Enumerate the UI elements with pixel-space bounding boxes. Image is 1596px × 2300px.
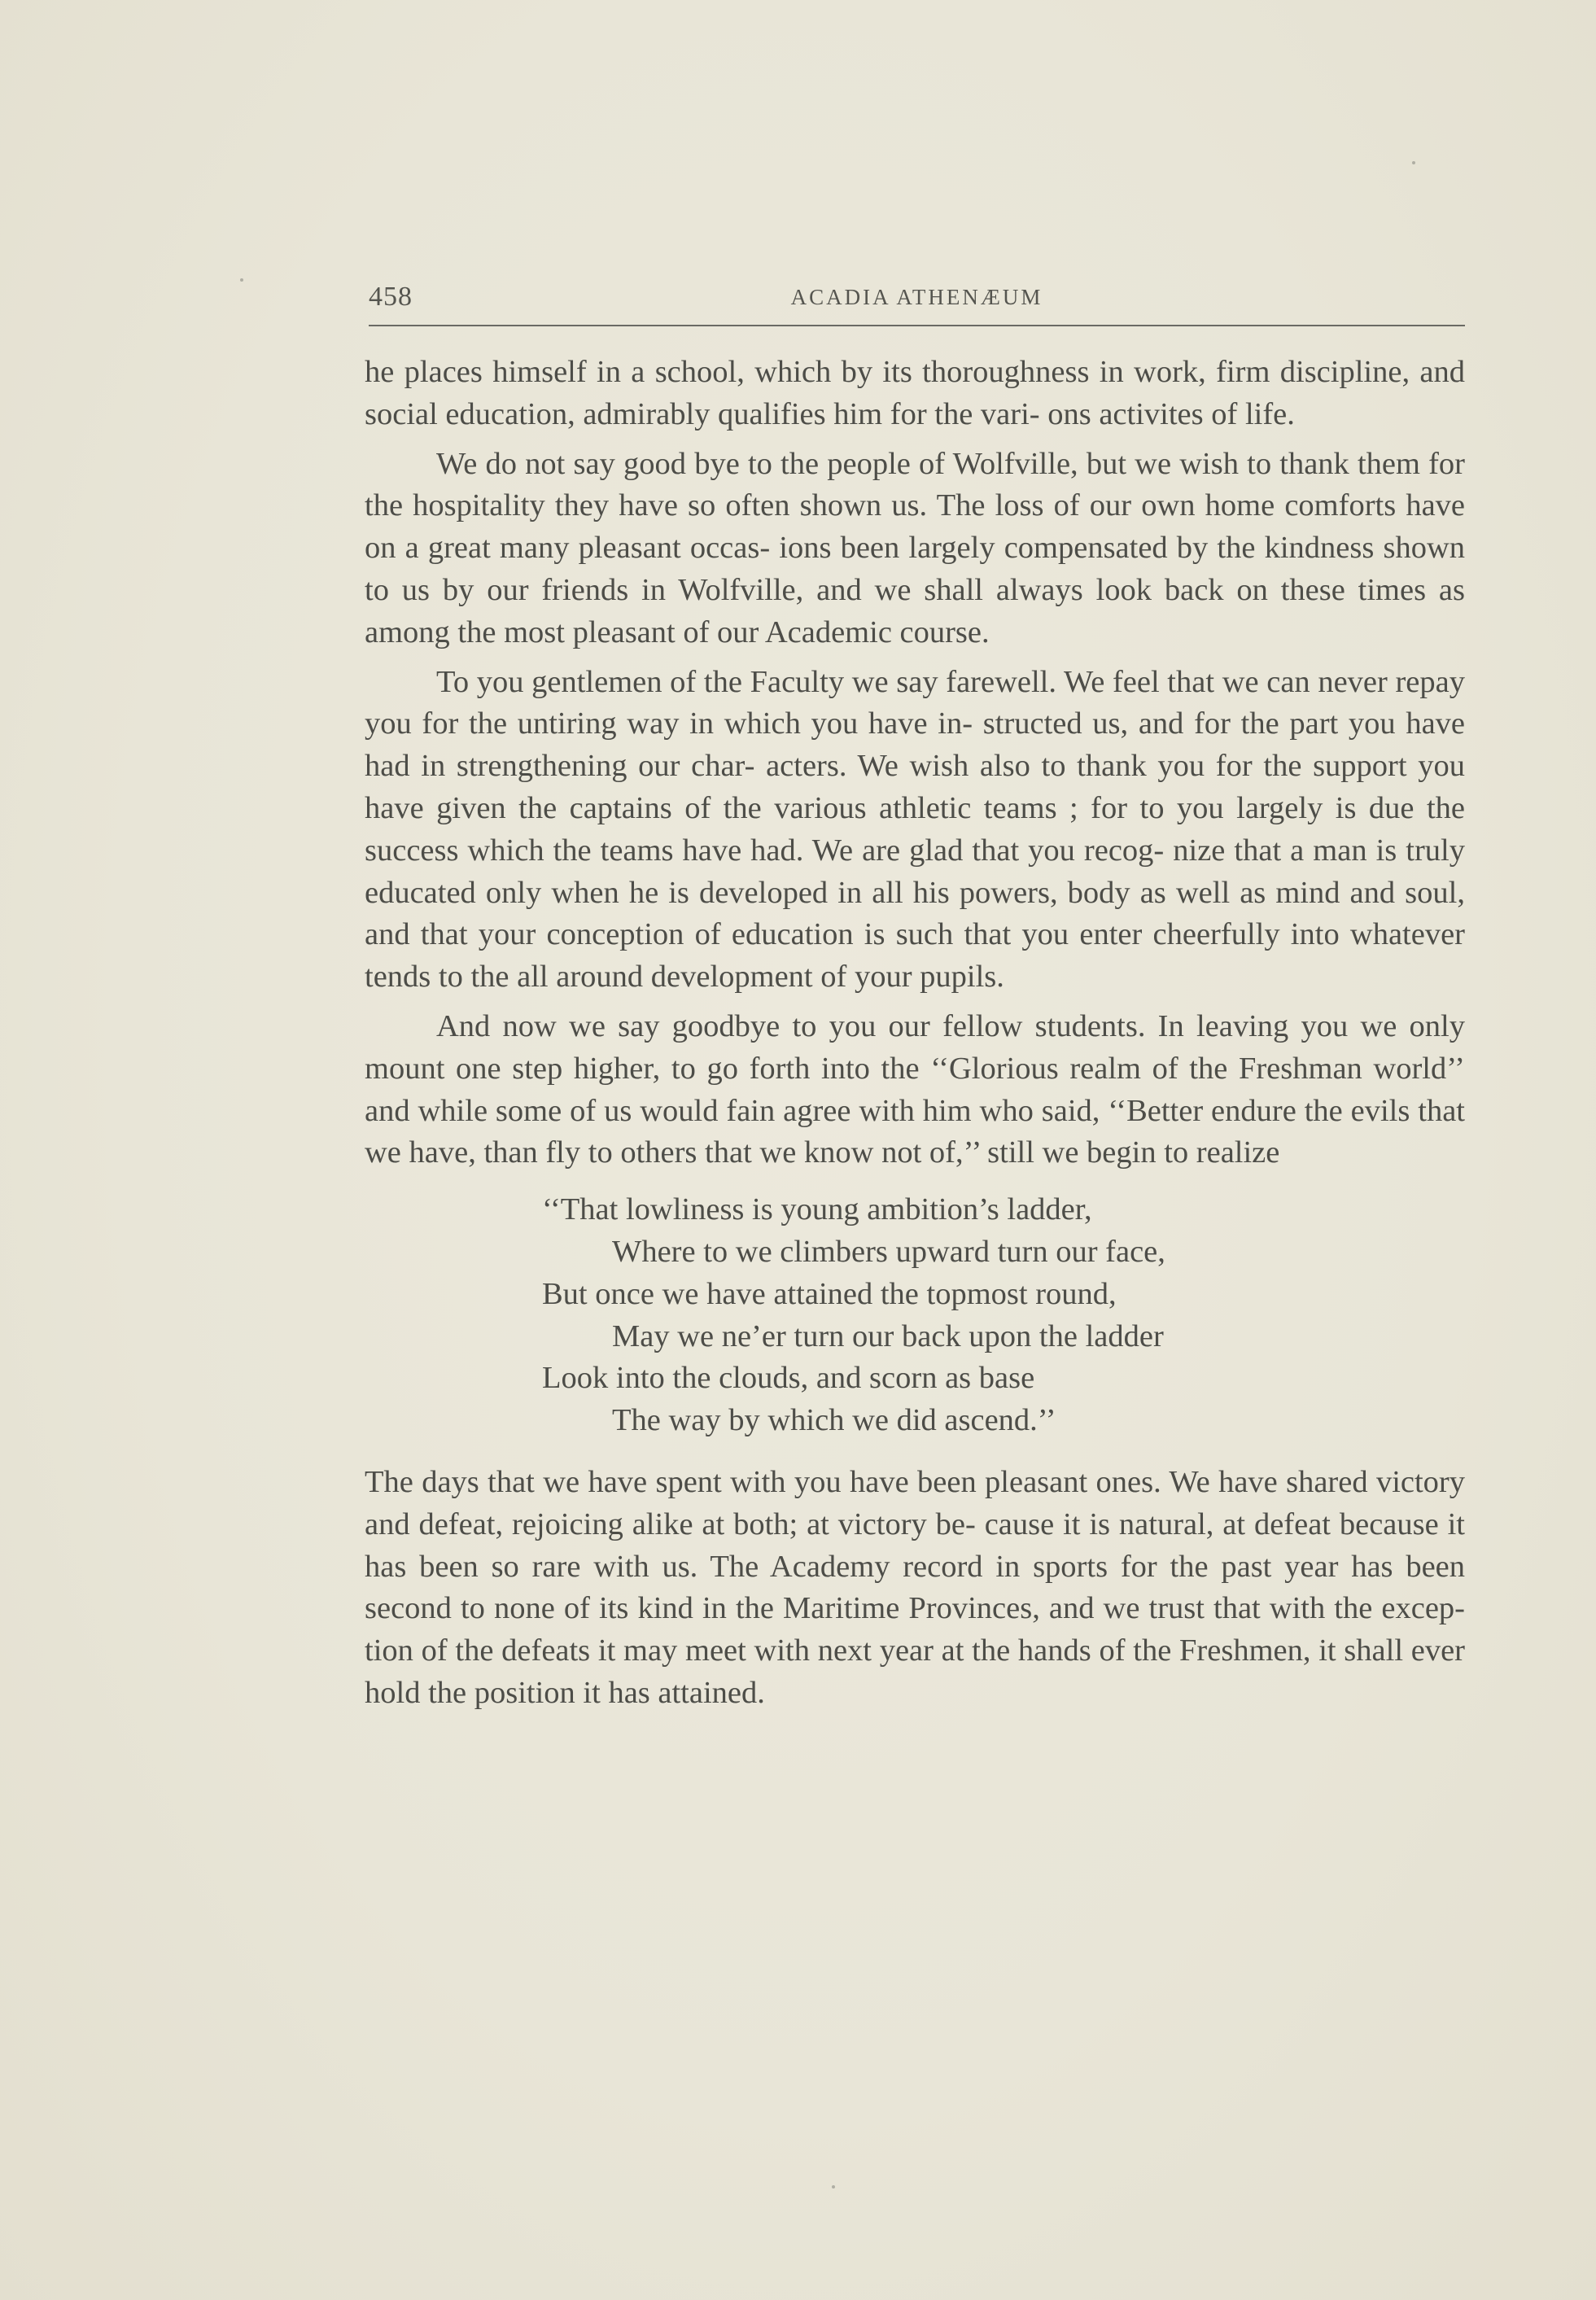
- page-number: 458: [369, 282, 413, 312]
- paragraph-1: he places himself in a school, which by its thoroughness in work, firm discipline, and social education, admirably qualifies him for the vari- ons activites of life.: [365, 355, 1465, 431]
- paper-speck: [240, 278, 243, 282]
- paragraph-3: To you gentlemen of the Faculty we say farewell. We feel that we can never repay you for the untiring way in which you have in- structed us, and for the part you have had in strengthening our char- acters. We wish also to thank you for the support you have given the captains of the various athletic teams ; for to you largely is due the success which the teams have had. We are glad that you recog- nize that a man is truly educated only when he is developed in all his powers, body as well as mind and soul, and that your conception of education is such that you enter cheerfully into whatever tends to the all around development of your pupils.: [365, 664, 1465, 995]
- page-header: [369, 273, 1465, 322]
- header-rule: [369, 325, 1465, 326]
- poem-quotation: [542, 1189, 1465, 1442]
- paragraph-4: And now we say goodbye to you our fellow students. In leaving you we only mount one step higher, to go forth into the ‘‘Glorious realm of the Freshman world’’ and while some of us would fain agree with him who said, ‘‘Better endure the evils that we have, than fly to others that we know not of,’’ still we begin to realize: [365, 1008, 1465, 1170]
- poem-line: May we ne’er turn our back upon the ladder: [612, 1318, 1164, 1353]
- poem-line: But once we have attained the topmost round,: [542, 1276, 1117, 1311]
- poem-line: Look into the clouds, and scorn as base: [542, 1361, 1035, 1396]
- poem-line: The way by which we did ascend.’’: [612, 1403, 1056, 1438]
- paragraph-2: We do not say good bye to the people of Wolfville, but we wish to thank them for the hospitality they have so often shown us. The loss of our own home comforts have on a great many pleasant occas- ions been largely compensated by the kindness shown to us by our friends in Wolfville, and we shall always look back on these times as among the most pleasant of our Academic course.: [365, 446, 1465, 649]
- closing-paragraph: The days that we have spent with you have been pleasant ones. We have shared victory and defeat, rejoicing alike at both; at victory be- cause it is natural, at defeat because it has been so rare with us. The Academy record in sports for the past year has been second to none of its kind in the Maritime Provinces, and we trust that with the excep- tion of the defeats it may meet with next year at the hands of the Freshmen, it shall ever hold the position it has attained.: [365, 1464, 1465, 1710]
- running-head: ACADIA ATHENÆUM: [790, 285, 1043, 309]
- poem-line: ‘‘That lowliness is young ambition’s ladder,: [542, 1192, 1092, 1227]
- poem-line: Where to we climbers upward turn our face,: [612, 1234, 1165, 1269]
- paper-speck: [832, 2185, 835, 2188]
- paper-speck: [1412, 161, 1415, 164]
- body-text: [365, 352, 1465, 1722]
